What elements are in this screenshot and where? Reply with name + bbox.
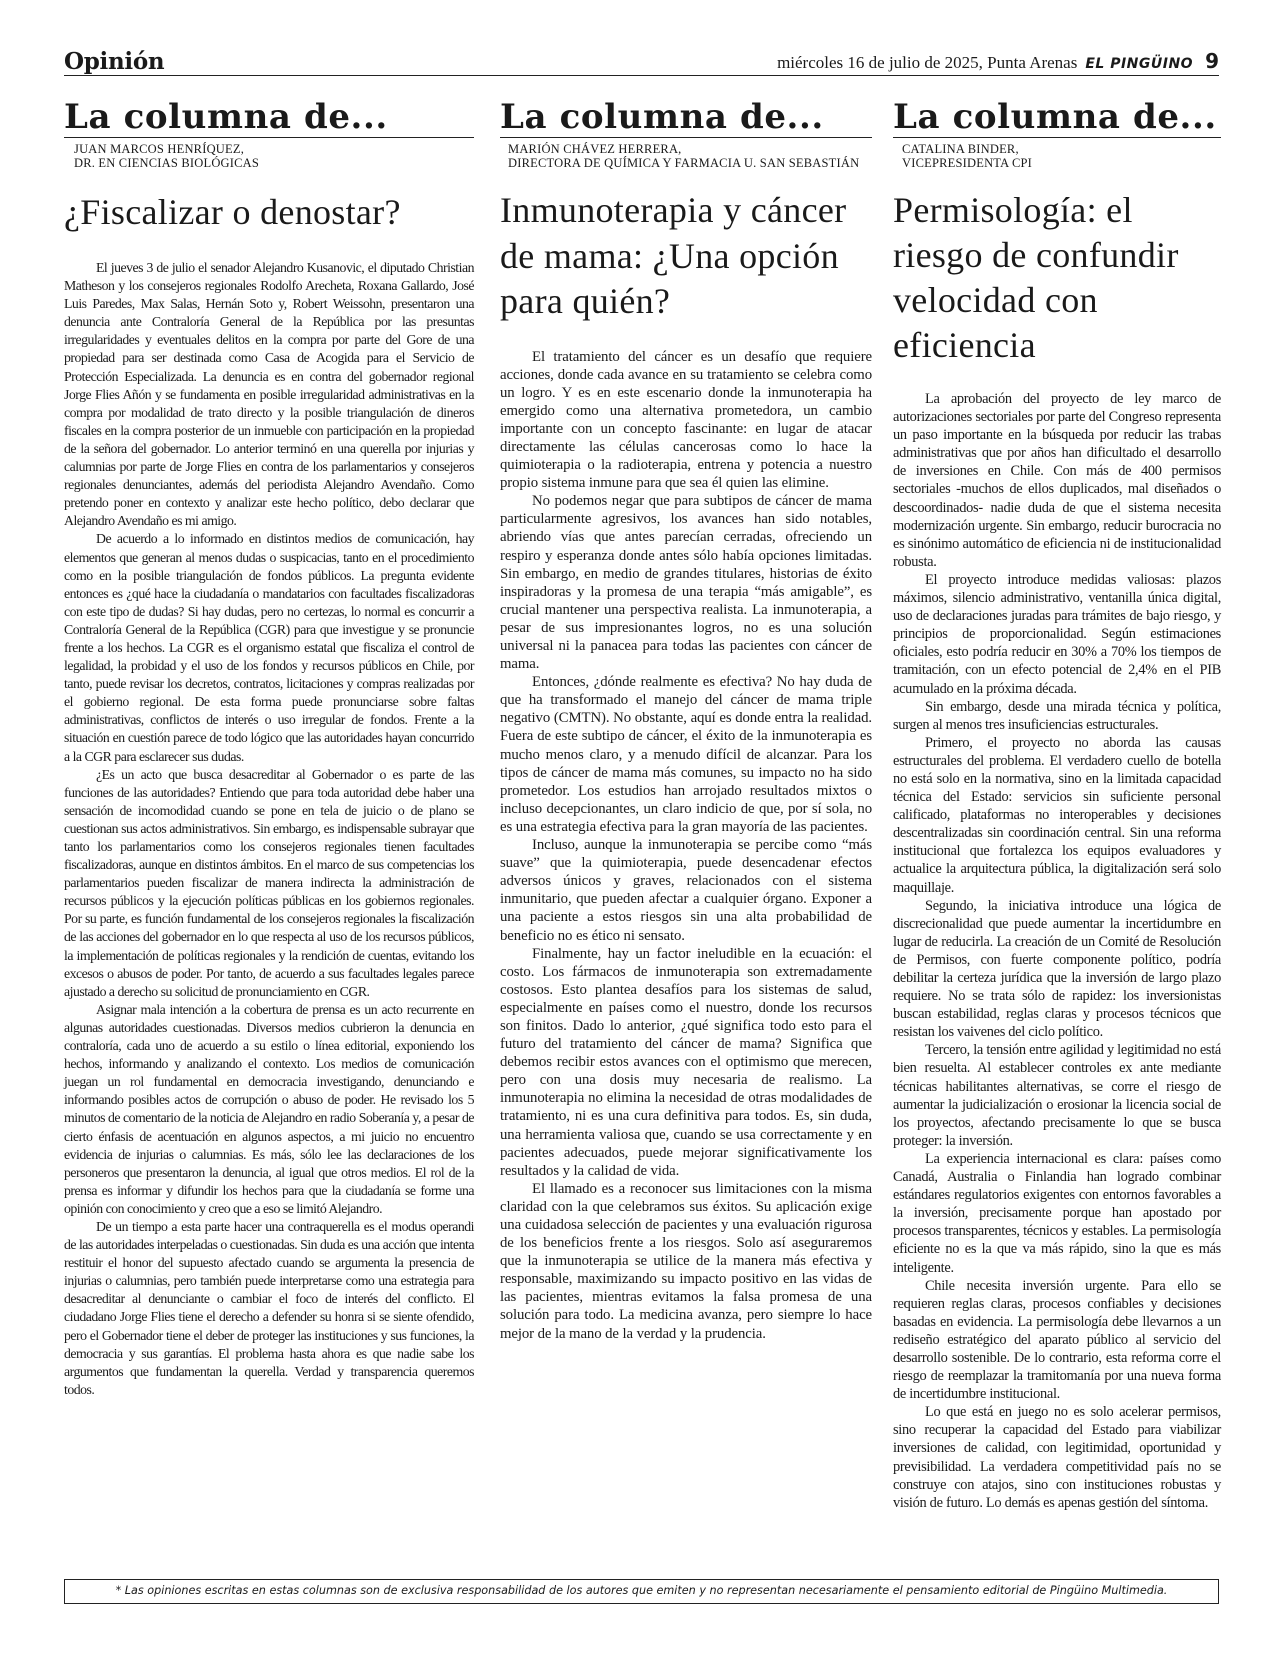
paragraph: El jueves 3 de julio el senador Alejandro Kusanovic, el diputado Christian Matheson y los consejeros regionales Rodolfo Arecheta, Roxana Gallardo, José Luis Paredes, Max Salas, Hernán Soto y, Robert Weissohn, presentaron una denuncia ante Contraloría General de la República por las presuntas irregularidades y eventuales delitos en la compra por parte del Gore de una propiedad para ser destinada como Casa de Acogida para el Servicio de Protección Especializada. La denuncia es en contra del gobernador regional Jorge Flies Añón y se fundamenta en posible irregularidad administrativas en la compra por modalidad de trato directo y la posible triangulación de dineros fiscales en la compra posterior de un inmueble con participación en la propiedad de la señora del gobernador. Lo anterior terminó en una querella por injurias y calumnias por parte de Jorge Flies en contra de los parlamentarios y consejeros regionales denunciantes, además del periodista Alejandro Avendaño. Como pretendo poner en contexto y analizar este hecho político, debo declarar que Alejandro Avendaño es mi amigo. bbox=[64, 260, 474, 529]
paragraph: Sin embargo, desde una mirada técnica y política, surgen al menos tres insuficiencias estructurales. bbox=[893, 698, 1221, 733]
section-name: Opinión bbox=[64, 48, 165, 75]
article-body bbox=[893, 390, 1221, 1512]
paragraph: La aprobación del proyecto de ley marco de autorizaciones sectoriales por parte del Congreso representa un paso importante en la búsqueda por reducir las trabas administrativas que por años han dificultado el desarrollo de inversiones en Chile. Con más de 400 permisos sectoriales -muchos de ellos duplicados, mal diseñados o descoordinados- nadie duda de que el sistema necesita modernización urgente. Sin embargo, reducir burocracia no es sinónimo automático de eficiencia ni de institucionalidad robusta. bbox=[893, 391, 1221, 570]
paragraph: Primero, el proyecto no aborda las causas estructurales del problema. El verdadero cuello de botella no está solo en la normativa, sino en la limitada capacidad técnica del Estado: servicios sin suficiente personal calificado, plataformas no interoperables y decisiones descentralizadas sin coordinación central. Sin una reforma institucional que fortalezca los equipos evaluadores y actualice la arquitectura pública, la digitalización será solo maquillaje. bbox=[893, 734, 1221, 896]
column-kicker: La columna de... bbox=[500, 97, 824, 137]
page-number: 9 bbox=[1205, 49, 1219, 73]
paragraph: ¿Es un acto que busca desacreditar al Gobernador o es parte de las funciones de las autoridades? Entiendo que para toda autoridad debe haber una sensación de incomodidad cuando se pone en tela de juicio o de plano se cuestionan sus actos administrativos. Sin embargo, es indispensable subrayar que tanto los parlamentarios como los consejeros regionales tienen facultades fiscalizadoras, aunque en distintos ámbitos. En el marco de sus competencias los parlamentarios pueden fiscalizar de manera indirecta la administración de recursos públicos y la ejecución políticas públicas en los gobiernos regionales. Por su parte, es función fundamental de los consejeros regionales la fiscalización de las acciones del gobernador en lo que respecta al uso de los recursos públicos, la implementación de políticas regionales y la rendición de cuentas, evitando los excesos o abusos de poder. Por tanto, de acuerdo a sus facultades legales parece ajustado a derecho su solicitud de pronunciamiento en CGR. bbox=[64, 766, 474, 999]
paragraph: De acuerdo a lo informado en distintos medios de comunicación, hay elementos que generan al menos dudas o suspicacias, tanto en el procedimiento como en la posible triangulación de fondos públicos. La pregunta evidente entonces es ¿qué hace la ciudadanía o mandatarios con facultades fiscalizadoras con este tipo de dudas? Si hay dudas, pero no certezas, lo normal es concurrir a Contraloría General de la República (CGR) para que investigue y se pronuncie frente a los hechos. La CGR es el organismo estatal que fiscaliza el control de legalidad, la probidad y el uso de los fondos y recursos públicos en Chile, por tanto, puede revisar los decretos, contratos, licitaciones y compras realizadas por el gobierno regional. De esta forma puede pronunciarse sobre faltas administrativas, conflictos de interés o uso irregular de fondos. Frente a la situación en cuestión parece de todo lógico que las autoridades hayan concurrido a la CGR para esclarecer sus dudas. bbox=[64, 531, 474, 764]
column-1 bbox=[64, 98, 474, 1399]
paragraph: El llamado es a reconocer sus limitaciones con la misma claridad con la que celebramos sus éxitos. Su aplicación exige una cuidadosa selección de pacientes y una evaluación rigurosa de los beneficios frente a los riesgos. Solo así aseguraremos que la inmunoterapia se utilice de la manera más efectiva y responsable, maximizando su impacto positivo en las vidas de las pacientes, mientras evitamos la falsa promesa de una solución para todo. La medicina avanza, pero siempre lo hace mejor de la mano de la verdad y la prudencia. bbox=[500, 1180, 872, 1342]
author-byline bbox=[500, 137, 872, 170]
paragraph: No podemos negar que para subtipos de cáncer de mama particularmente agresivos, los avances han sido notables, abriendo vías que antes parecían cerradas, ofreciendo un respiro y esperanza donde antes sólo había opciones limitadas. Sin embargo, en medio de grandes titulares, historias de éxito inspiradoras y la promesa de una terapia “más amigable”, es crucial mantener una perspectiva realista. La inmunoterapia, a pesar de sus impresionantes logros, no es una solución universal ni la panacea para todas las pacientes con cáncer de mama. bbox=[500, 493, 872, 673]
column-kicker: La columna de... bbox=[64, 97, 388, 137]
paragraph: De un tiempo a esta parte hacer una contraquerella es el modus operandi de las autoridades interpeladas o cuestionadas. Sin duda es una acción que intenta restituir el honor del supuesto afectado cuando se argumenta la presencia de injurias o calumnias, pero también puede interpretarse como una estrategia para desacreditar al denunciante o cambiar el foco de interés del conflicto. El ciudadano Jorge Flies tiene el derecho a defender su honra si se siente ofendido, pero el Gobernador tiene el deber de proteger las instituciones y sus funciones, la democracia y sus garantías. El problema hasta ahora es que nadie sabe los argumentos que fundamentan la querella. Verdad y transparencia queremos todos. bbox=[64, 1218, 474, 1397]
column-kicker: La columna de... bbox=[893, 97, 1217, 137]
paragraph: Lo que está en juego no es solo acelerar permisos, sino recuperar la capacidad del Estado para viabilizar inversiones de calidad, con legitimidad, oportunidad y previsibilidad. La verdadera competitividad país no se construye con atajos, sino con instituciones robustas y visión de futuro. Lo demás es apenas gestión del síntoma. bbox=[893, 1404, 1221, 1511]
author-name: CATALINA BINDER, bbox=[902, 142, 1019, 156]
article-body bbox=[500, 348, 872, 1343]
paragraph: Tercero, la tensión entre agilidad y legitimidad no está bien resuelta. Al establecer controles ex ante mediante técnicas habilitantes alternativas, se corre el riesgo de aumentar la judicialización o erosionar la licencia social de los proyectos, afectando precisamente lo que se busca proteger: la inversión. bbox=[893, 1042, 1221, 1149]
article-headline: ¿Fiscalizar o denostar? bbox=[64, 192, 401, 232]
column-2 bbox=[500, 98, 872, 1343]
article-headline: Inmunoterapia y cáncer de mama: ¿Una opción para quién? bbox=[500, 190, 847, 321]
article-headline: Permisología: el riesgo de confundir velocidad con eficiencia bbox=[893, 190, 1179, 365]
author-title: DR. EN CIENCIAS BIOLÓGICAS bbox=[74, 156, 260, 170]
paragraph: Entonces, ¿dónde realmente es efectiva? No hay duda de que ha transformado el manejo del cáncer de mama triple negativo (CMTN). No obstante, aquí es donde entra la realidad. Fuera de este subtipo de cáncer, el éxito de la inmunoterapia es mucho menos claro, y a menudo difícil de alcanzar. Para los tipos de cáncer de mama más comunes, su impacto no ha sido prometedor. Los estudios han arrojado resultados mixtos o incluso decepcionantes, un claro indicio de que, por sí sola, no es una estrategia efectiva para la gran mayoría de las pacientes. bbox=[500, 674, 872, 835]
paragraph: El tratamiento del cáncer es un desafío que requiere acciones, donde cada avance en su tratamiento se celebra como un logro. Y es en este escenario donde la inmunoterapia ha emergido como una alternativa prometedora, un cambio importante con un concepto fascinante: en lugar de atacar directamente las células cancerosas como lo hace la quimioterapia o la radioterapia, entrena y potencia a nuestro propio sistema inmune para que sea él quien las elimine. bbox=[500, 348, 872, 492]
dateline: miércoles 16 de julio de 2025, Punta Arenas bbox=[777, 53, 1078, 72]
footer-disclaimer: * Las opiniones escritas en estas columnas son de exclusiva responsabilidad de los autores que emiten y no representan necesariamente el pensamiento editorial de Pingüino Multimedia. bbox=[64, 1579, 1219, 1604]
paragraph: El proyecto introduce medidas valiosas: plazos máximos, silencio administrativo, ventanilla única digital, uso de declaraciones juradas para trámites de bajo riesgo, y principios de proporcionalidad. Según estimaciones oficiales, esto podría reducir en 30% a 70% los tiempos de tramitación, con un efecto potencial de 2,4% en el PIB acumulado en la próxima década. bbox=[893, 571, 1221, 697]
column-3 bbox=[893, 98, 1221, 1512]
paragraph: Chile necesita inversión urgente. Para ello se requieren reglas claras, procesos confiables y decisiones basadas en evidencia. La permisología debe llevarnos a un rediseño estratégico del aparato público al servicio del desarrollo sostenible. De lo contrario, esta reforma corre el riesgo de reemplazar la tramitomanía por una nueva forma de incertidumbre institucional. bbox=[893, 1277, 1221, 1403]
article-body bbox=[64, 259, 474, 1399]
masthead-logo: EL PINGÜINO bbox=[1085, 56, 1194, 72]
page-header bbox=[64, 46, 1219, 76]
paragraph: La experiencia internacional es clara: países como Canadá, Australia o Finlandia han logrado combinar estándares regulatorios exigentes con entornos favorables a la inversión, precisamente porque han apostado por procesos transparentes, técnicos y estables. La permisología eficiente no es la que va más rápido, sino la que es más inteligente. bbox=[893, 1150, 1221, 1276]
author-name: MARIÓN CHÁVEZ HERRERA, bbox=[508, 142, 682, 156]
author-byline bbox=[64, 137, 474, 170]
paragraph: Asignar mala intención a la cobertura de prensa es un acto recurrente en algunas autoridades cuestionadas. Diversos medios cubrieron la denuncia en contraloría, cada uno de acuerdo a su estilo o línea editorial, exponiendo los hechos, informando y analizando el contexto. Los medios de comunicación juegan un rol fundamental en democracia investigando, denunciando e informando posibles actos de corrupción o abuso de poder. He revisado los 5 minutos de comentario de la noticia de Alejandro en radio Soberanía y, a pesar de cierto énfasis de acentuación en algunos aspectos, a mi juicio no encuentro evidencia de injurias o calumnias. Es más, sólo lee las declaraciones de los personeros que presentaron la denuncia, al igual que otros medios. El rol de la prensa es informar y difundir los hechos para que la ciudadanía se forme una opinión con conocimiento y creo que a eso se limitó Alejandro. bbox=[64, 1001, 474, 1216]
author-byline bbox=[893, 137, 1221, 170]
author-name: JUAN MARCOS HENRÍQUEZ, bbox=[74, 142, 245, 156]
author-title: VICEPRESIDENTA CPI bbox=[902, 156, 1033, 170]
header-meta bbox=[777, 49, 1219, 73]
author-title: DIRECTORA DE QUÍMICA Y FARMACIA U. SAN SEBASTIÁN bbox=[508, 156, 860, 170]
paragraph: Finalmente, hay un factor ineludible en la ecuación: el costo. Los fármacos de inmunoterapia son extremadamente costosos. Esto plantea desafíos para los sistemas de salud, especialmente en países como el nuestro, donde los recursos son finitos. Dado lo anterior, ¿qué significa todo esto para el futuro del tratamiento del cáncer de mama? Significa que debemos recibir estos avances con el optimismo que merecen, pero con una dosis muy necesaria de realismo. La inmunoterapia no elimina la necesidad de otras modalidades de tratamiento, ni es una cura definitiva para todos. Es, sin duda, una herramienta valiosa que, cuando se usa correctamente y en pacientes adecuados, puede mejorar significativamente los resultados y la calidad de vida. bbox=[500, 945, 872, 1179]
paragraph: Incluso, aunque la inmunoterapia se percibe como “más suave” que la quimioterapia, puede desencadenar efectos adversos únicos y graves, relacionados con el sistema inmunitario, que pueden afectar a cualquier órgano. Exponer a una paciente a estos riesgos sin una alta probabilidad de beneficio no es ético ni sensato. bbox=[500, 837, 872, 944]
paragraph: Segundo, la iniciativa introduce una lógica de discrecionalidad que puede aumentar la incertidumbre en lugar de reducirla. La creación de un Comité de Resolución de Permisos, con fuerte componente político, podría debilitar la certeza jurídica que la inversión de largo plazo requiere. No se trata sólo de rapidez: los inversionistas buscan estabilidad, reglas claras y procesos técnicos que resistan los vaivenes del ciclo político. bbox=[893, 897, 1221, 1041]
